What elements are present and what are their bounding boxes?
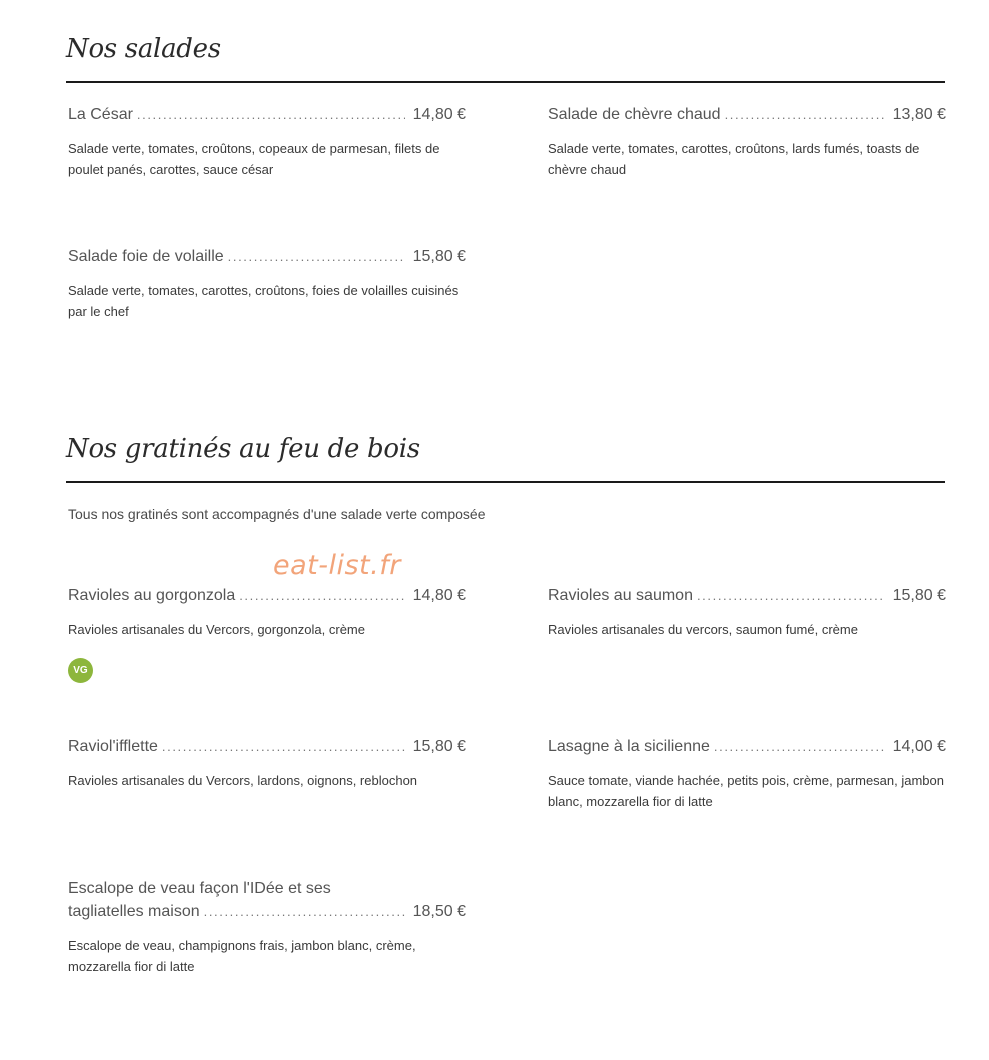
- item-name: Raviol'ifflette: [68, 738, 158, 755]
- item-description: Ravioles artisanales du Vercors, lardons, oignons, reblochon: [68, 773, 418, 788]
- watermark: eat-list.fr: [273, 550, 401, 581]
- menu-item: [68, 585, 466, 640]
- section-divider: [66, 81, 945, 83]
- item-price: 15,80 €: [892, 587, 946, 604]
- dot-leader: [228, 246, 405, 268]
- dot-leader: [204, 901, 405, 923]
- item-description: Ravioles artisanales du vercors, saumon fumé, crème: [548, 622, 858, 637]
- dot-leader: [697, 585, 885, 607]
- section-title-salades: Nos salades: [66, 34, 221, 64]
- item-price: 15,80 €: [412, 738, 466, 755]
- section-intro: Tous nos gratinés sont accompagnés d'une salade verte composée: [68, 506, 486, 522]
- item-description: Escalope de veau, champignons frais, jambon blanc, crème, mozzarella fior di latte: [68, 938, 416, 974]
- dot-leader: [714, 736, 885, 758]
- item-price: 14,80 €: [412, 106, 466, 123]
- item-description: Sauce tomate, viande hachée, petits pois, crème, parmesan, jambon blanc, mozzarella fior di latte: [548, 773, 944, 809]
- menu-item: [68, 246, 466, 322]
- item-name: Salade de chèvre chaud: [548, 106, 721, 123]
- item-name: tagliatelles maison: [68, 903, 200, 920]
- item-name-line1: Escalope de veau façon l'IDée et ses: [68, 880, 331, 897]
- dot-leader: [162, 736, 405, 758]
- section-title-gratines: Nos gratinés au feu de bois: [66, 434, 420, 464]
- item-description: Salade verte, tomates, carottes, croûtons, foies de volailles cuisinés par le chef: [68, 283, 459, 319]
- menu-item: [548, 736, 946, 812]
- item-price: 15,80 €: [412, 248, 466, 265]
- menu-item: [68, 736, 466, 791]
- item-price: 14,00 €: [892, 738, 946, 755]
- item-name: Lasagne à la sicilienne: [548, 738, 710, 755]
- item-price: 18,50 €: [412, 903, 466, 920]
- item-name: Salade foie de volaille: [68, 248, 224, 265]
- item-description: Salade verte, tomates, carottes, croûtons, lards fumés, toasts de chèvre chaud: [548, 141, 920, 177]
- dot-leader: [725, 104, 885, 126]
- vegetarian-badge: VG: [68, 658, 93, 683]
- menu-item: [68, 877, 466, 977]
- item-description: Ravioles artisanales du Vercors, gorgonzola, crème: [68, 622, 365, 637]
- item-price: 13,80 €: [892, 106, 946, 123]
- item-price: 14,80 €: [412, 587, 466, 604]
- item-name: La César: [68, 106, 133, 123]
- item-name: Ravioles au saumon: [548, 587, 693, 604]
- item-description: Salade verte, tomates, croûtons, copeaux de parmesan, filets de poulet panés, carottes, sauce césar: [68, 141, 440, 177]
- dot-leader: [239, 585, 404, 607]
- menu-item: [548, 585, 946, 640]
- menu-item: [68, 104, 466, 180]
- item-name: Ravioles au gorgonzola: [68, 587, 236, 604]
- dot-leader: [137, 104, 405, 126]
- section-divider: [66, 481, 945, 483]
- menu-item: [548, 104, 946, 180]
